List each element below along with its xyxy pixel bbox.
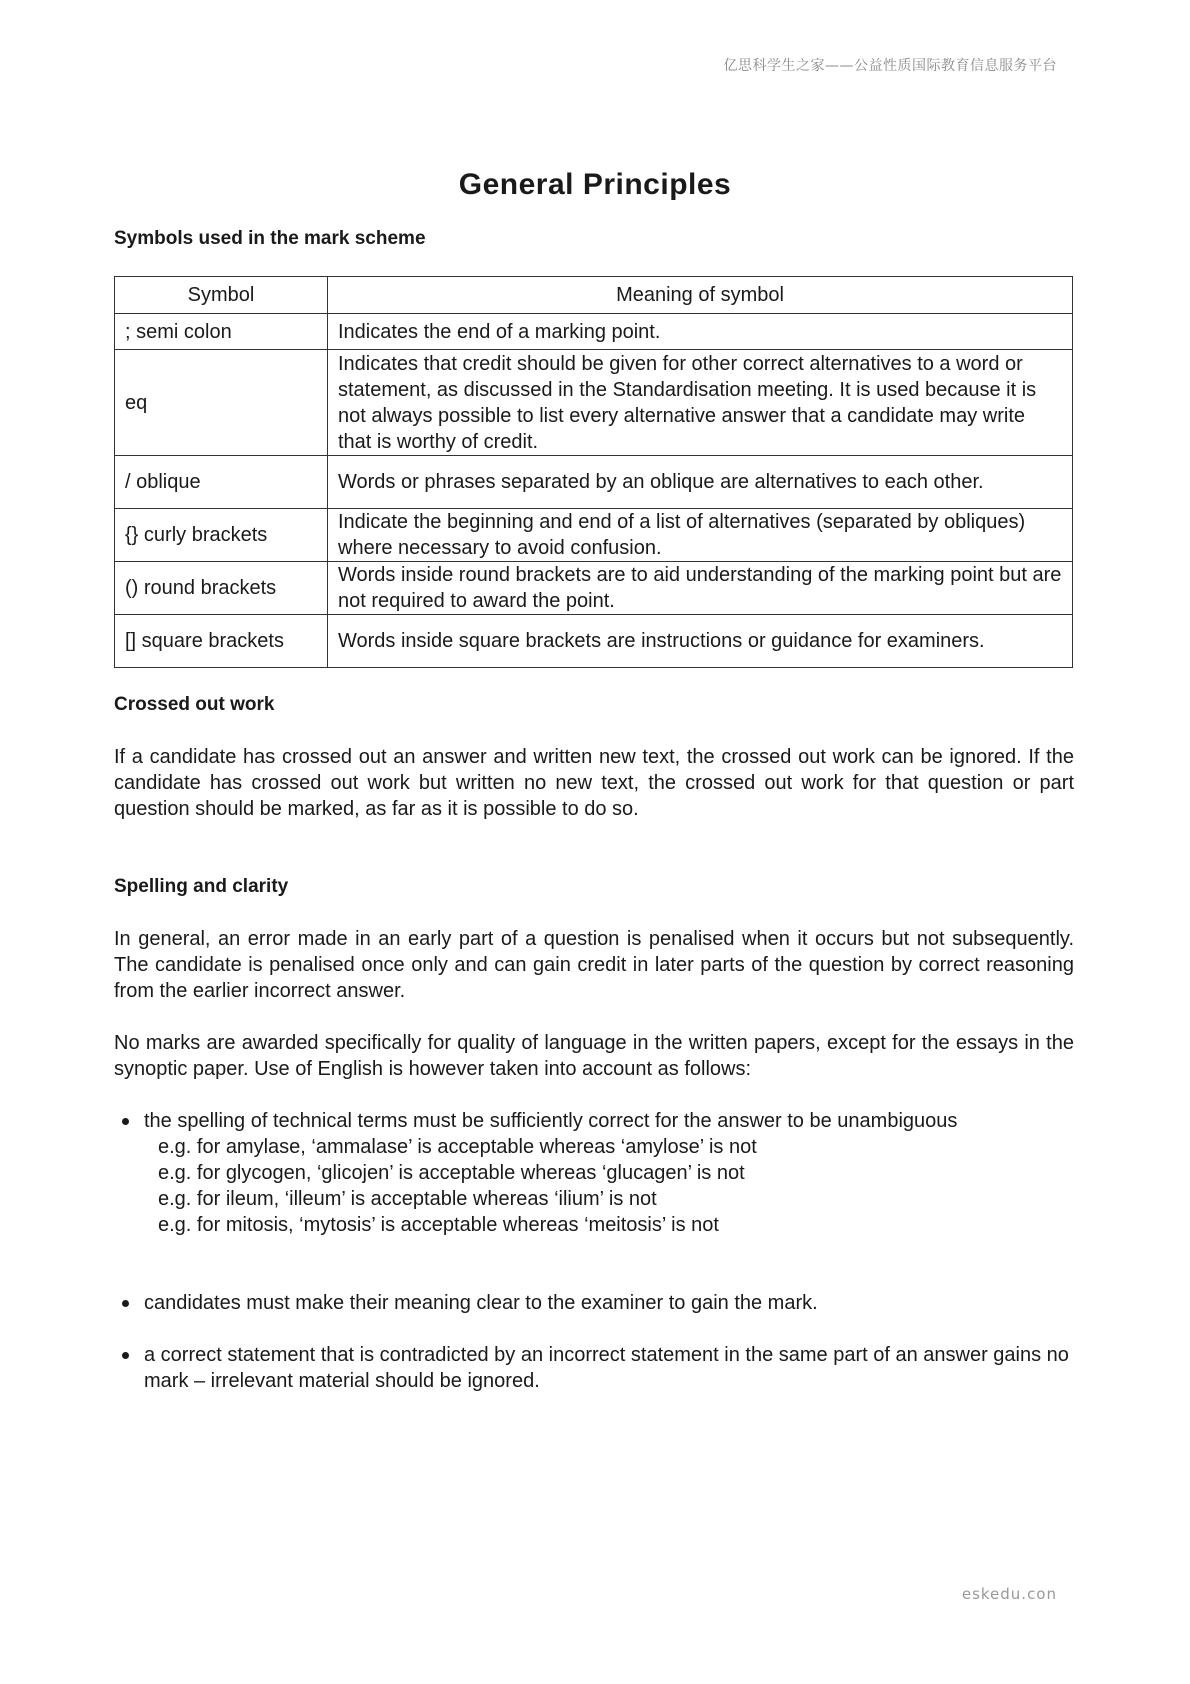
spelling-bullet-list [114, 1108, 1074, 1394]
bullet-icon [122, 1118, 129, 1125]
symbol-cell: () round brackets [115, 562, 328, 615]
symbol-cell: [] square brackets [115, 615, 328, 668]
spelling-heading: Spelling and clarity [114, 876, 289, 897]
meaning-cell: Indicate the beginning and end of a list of alternatives (separated by obliques) where necessary to avoid confusion. [328, 509, 1073, 562]
table-row [115, 350, 1073, 456]
bullet-icon [122, 1300, 129, 1307]
symbol-cell: / oblique [115, 456, 328, 509]
page-title: General Principles [458, 168, 732, 201]
table-row [115, 562, 1073, 615]
example-line: e.g. for mitosis, ‘mytosis’ is acceptable whereas ‘meitosis’ is not [158, 1214, 719, 1236]
bullet-icon [122, 1352, 129, 1359]
symbol-cell: {} curly brackets [115, 509, 328, 562]
table-row [115, 314, 1073, 350]
spelling-paragraph-2: No marks are awarded specifically for quality of language in the written papers, except for the essays in the synoptic paper. Use of English is however taken into account as follows: [114, 1032, 1074, 1080]
meaning-cell: Words inside round brackets are to aid understanding of the marking point but are not required to award the point. [328, 562, 1073, 615]
symbols-table [114, 276, 1073, 668]
bullet-text: the spelling of technical terms must be sufficiently correct for the answer to be unambiguous [144, 1110, 958, 1132]
symbol-cell: ; semi colon [115, 314, 328, 350]
table-header-row [115, 277, 1073, 314]
meaning-cell: Words inside square brackets are instructions or guidance for examiners. [328, 615, 1073, 668]
list-item [114, 1108, 1074, 1238]
column-header-symbol: Symbol [115, 277, 328, 314]
footer-watermark: eskedu.con [961, 1585, 1057, 1603]
bullet-text: candidates must make their meaning clear to the examiner to gain the mark. [144, 1292, 818, 1314]
meaning-cell: Words or phrases separated by an oblique are alternatives to each other. [328, 456, 1073, 509]
list-item [114, 1290, 1074, 1316]
header-watermark: 亿思科学生之家——公益性质国际教育信息服务平台 [723, 58, 1057, 74]
meaning-cell: Indicates the end of a marking point. [328, 314, 1073, 350]
table-row [115, 615, 1073, 668]
spelling-paragraph-1: In general, an error made in an early part of a question is penalised when it occurs but not subsequently. The candidate is penalised once only and can gain credit in later parts of the question by correct reasoning from the earlier incorrect answer. [114, 928, 1074, 1002]
meaning-cell: Indicates that credit should be given for other correct alternatives to a word or statement, as discussed in the Standardisation meeting. It is used because it is not always possible to list every alternative answer that a candidate may write that is worthy of credit. [328, 350, 1073, 456]
symbols-heading: Symbols used in the mark scheme [114, 228, 426, 249]
crossed-out-heading: Crossed out work [114, 694, 275, 715]
table-row [115, 509, 1073, 562]
column-header-meaning: Meaning of symbol [328, 277, 1073, 314]
crossed-out-text: If a candidate has crossed out an answer and written new text, the crossed out work can be ignored. If the candidate has crossed out work but written no new text, the crossed out work for that question or part question should be marked, as far as it is possible to do so. [114, 746, 1074, 820]
example-line: e.g. for glycogen, ‘glicojen’ is acceptable whereas ‘glucagen’ is not [158, 1162, 745, 1184]
list-item [114, 1342, 1074, 1394]
example-line: e.g. for amylase, ‘ammalase’ is acceptable whereas ‘amylose’ is not [158, 1136, 757, 1158]
bullet-text: a correct statement that is contradicted by an incorrect statement in the same part of an answer gains no mark – irrelevant material should be ignored. [144, 1344, 1069, 1392]
symbol-cell: eq [115, 350, 328, 456]
document-body [114, 226, 1074, 1394]
table-row [115, 456, 1073, 509]
example-line: e.g. for ileum, ‘illeum’ is acceptable whereas ‘ilium’ is not [158, 1188, 657, 1210]
